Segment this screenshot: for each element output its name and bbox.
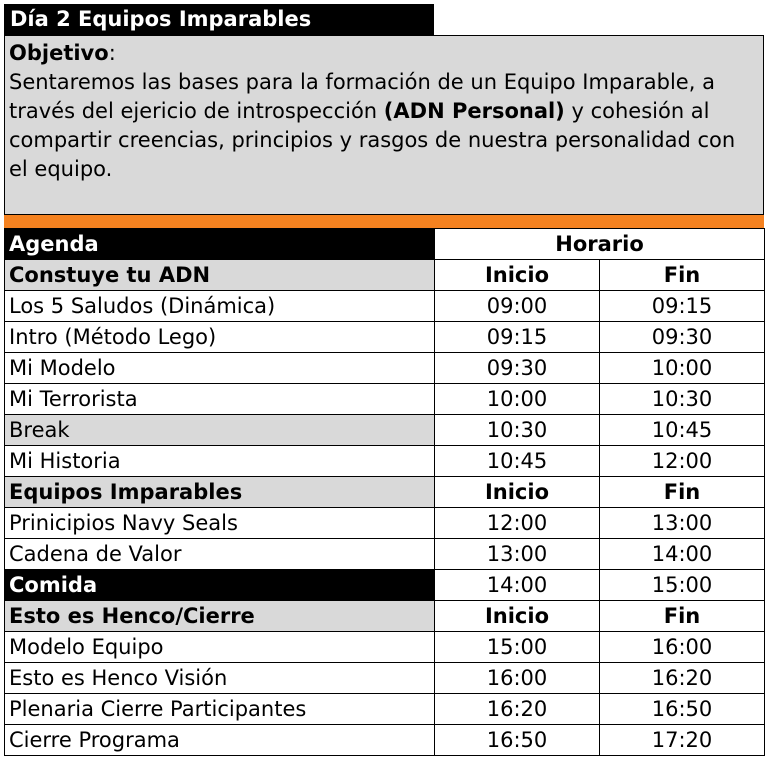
start-time-cell: 10:30: [435, 415, 600, 446]
activity-cell: Plenaria Cierre Participantes: [5, 694, 435, 725]
lunch-row: [5, 570, 765, 601]
end-column-header: Fin: [600, 601, 765, 632]
objective-bold-text: (ADN Personal): [383, 99, 565, 123]
activity-cell: Cierre Programa: [5, 725, 435, 756]
start-time-cell: 16:20: [435, 694, 600, 725]
lunch-label: Comida: [5, 570, 435, 601]
activity-cell: Mi Modelo: [5, 353, 435, 384]
section-header-row: [5, 260, 765, 291]
table-row: [5, 353, 765, 384]
horario-label: Horario: [435, 229, 765, 260]
objective-text-after: y cohesión al compartir creencias, principios y rasgos de nuestra personalidad con el equipo.: [9, 99, 736, 181]
start-time-cell: 13:00: [435, 539, 600, 570]
page-title: Día 2 Equipos Imparables: [4, 4, 434, 35]
table-row: [5, 384, 765, 415]
objective-heading: Objetivo: [9, 41, 109, 65]
table-row: [5, 508, 765, 539]
start-time-cell: 12:00: [435, 508, 600, 539]
start-time-cell: 16:00: [435, 663, 600, 694]
orange-divider: [4, 215, 764, 228]
end-time-cell: 16:00: [600, 632, 765, 663]
section-title: Esto es Henco/Cierre: [5, 601, 435, 632]
end-time-cell: 14:00: [600, 539, 765, 570]
end-time-cell: 10:00: [600, 353, 765, 384]
table-row: [5, 446, 765, 477]
end-time-cell: 09:30: [600, 322, 765, 353]
start-time-cell: 09:15: [435, 322, 600, 353]
end-time-cell: 13:00: [600, 508, 765, 539]
activity-cell: Modelo Equipo: [5, 632, 435, 663]
end-time-cell: 12:00: [600, 446, 765, 477]
activity-cell: Cadena de Valor: [5, 539, 435, 570]
activity-cell: Mi Historia: [5, 446, 435, 477]
activity-cell: Esto es Henco Visión: [5, 663, 435, 694]
activity-cell: Intro (Método Lego): [5, 322, 435, 353]
end-time-cell: 16:50: [600, 694, 765, 725]
objective-text-before: Sentaremos las bases para la formación de un Equipo Imparable, a través del ejericio de introspección: [9, 70, 715, 123]
end-time-cell: 16:20: [600, 663, 765, 694]
start-column-header: Inicio: [435, 260, 600, 291]
end-time-cell: 10:30: [600, 384, 765, 415]
start-column-header: Inicio: [435, 477, 600, 508]
objective-colon: :: [108, 41, 116, 65]
start-time-cell: 16:50: [435, 725, 600, 756]
objective-box: [4, 35, 764, 215]
start-time-cell: 09:30: [435, 353, 600, 384]
start-column-header: Inicio: [435, 601, 600, 632]
table-row: [5, 663, 765, 694]
section-title: Constuye tu ADN: [5, 260, 435, 291]
section-header-row: [5, 601, 765, 632]
start-time-cell: 15:00: [435, 632, 600, 663]
activity-cell: Los 5 Saludos (Dinámica): [5, 291, 435, 322]
end-time-cell: 09:15: [600, 291, 765, 322]
table-row: [5, 632, 765, 663]
agenda-label: Agenda: [5, 229, 435, 260]
agenda-header-row: [5, 229, 765, 260]
table-row: [5, 291, 765, 322]
table-row: [5, 694, 765, 725]
end-time-cell: 17:20: [600, 725, 765, 756]
end-time-cell: 10:45: [600, 415, 765, 446]
agenda-table: [4, 228, 765, 756]
section-title: Equipos Imparables: [5, 477, 435, 508]
end-column-header: Fin: [600, 477, 765, 508]
table-row: [5, 415, 765, 446]
table-row: [5, 725, 765, 756]
start-time-cell: 10:45: [435, 446, 600, 477]
start-time-cell: 10:00: [435, 384, 600, 415]
section-header-row: [5, 477, 765, 508]
activity-cell: Mi Terrorista: [5, 384, 435, 415]
start-time-cell: 14:00: [435, 570, 600, 601]
table-row: [5, 539, 765, 570]
activity-cell: Prinicipios Navy Seals: [5, 508, 435, 539]
end-column-header: Fin: [600, 260, 765, 291]
table-row: [5, 322, 765, 353]
start-time-cell: 09:00: [435, 291, 600, 322]
activity-cell-break: Break: [5, 415, 435, 446]
end-time-cell: 15:00: [600, 570, 765, 601]
